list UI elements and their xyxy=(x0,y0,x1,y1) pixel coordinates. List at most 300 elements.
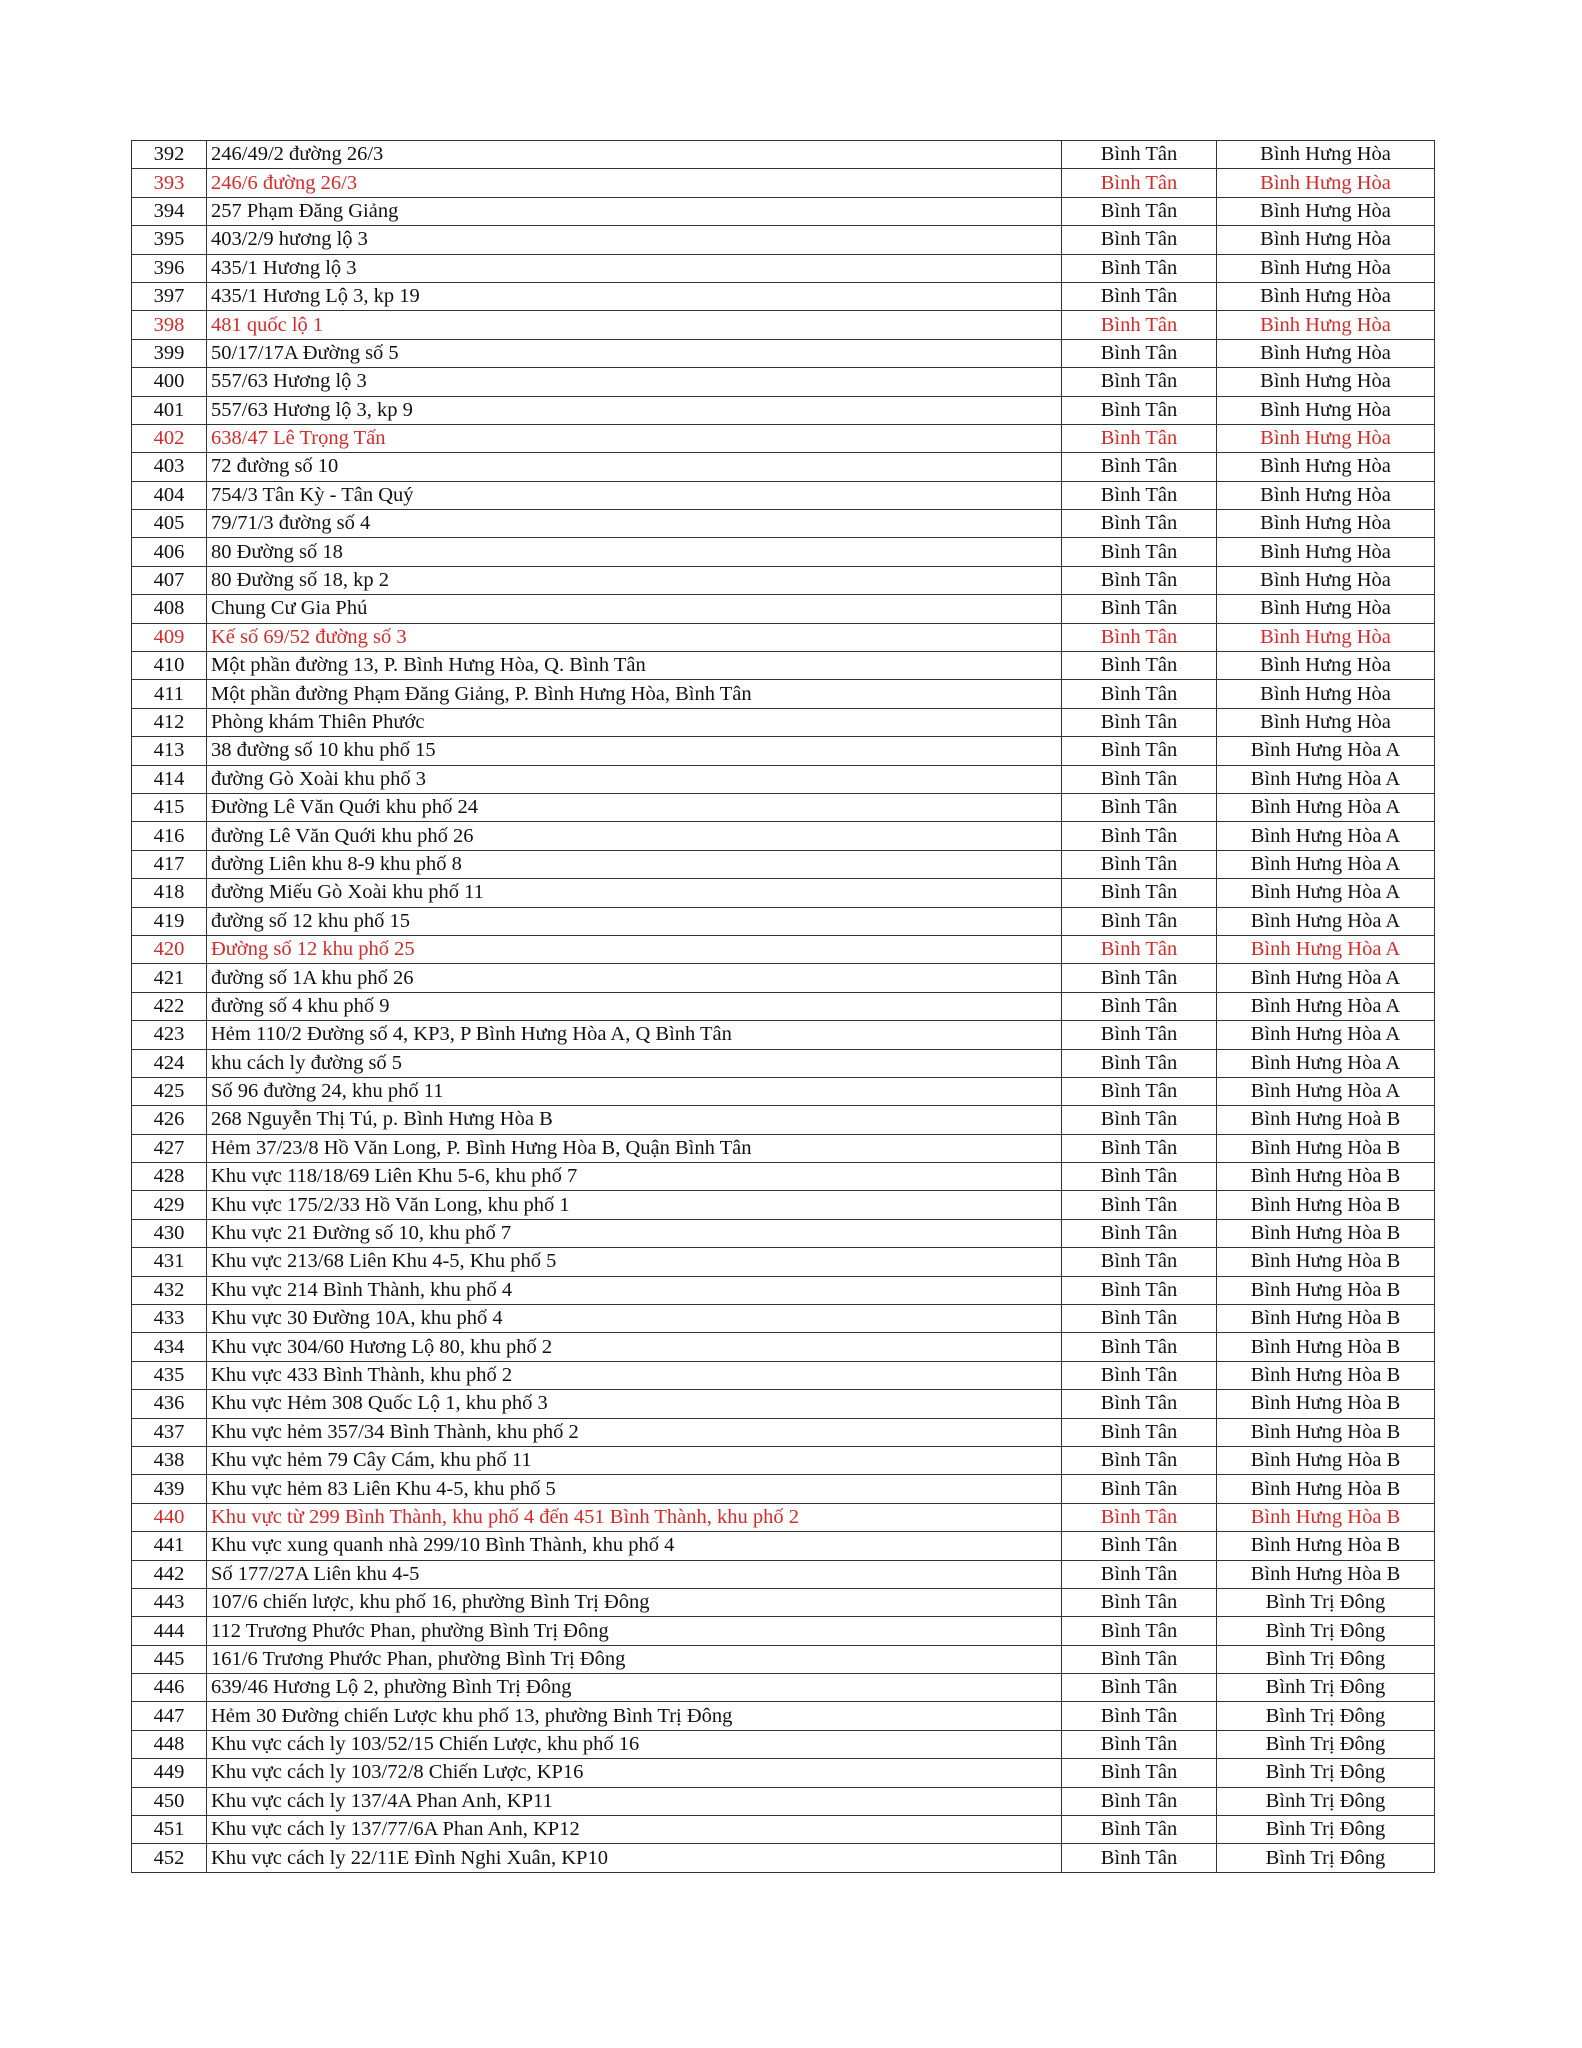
address-cell: Khu vực cách ly 103/52/15 Chiến Lược, khu phố 16 xyxy=(207,1730,1062,1758)
table-row xyxy=(132,1645,1435,1673)
ward-cell: Bình Trị Đông xyxy=(1217,1674,1435,1702)
table-row xyxy=(132,141,1435,169)
ward-cell: Bình Hưng Hòa A xyxy=(1217,1021,1435,1049)
ward-cell: Bình Hưng Hòa A xyxy=(1217,737,1435,765)
row-number-cell: 440 xyxy=(132,1503,207,1531)
district-cell: Bình Tân xyxy=(1062,1333,1217,1361)
ward-cell: Bình Trị Đông xyxy=(1217,1617,1435,1645)
ward-cell: Bình Hưng Hòa xyxy=(1217,368,1435,396)
address-cell: đường Miếu Gò Xoài khu phố 11 xyxy=(207,879,1062,907)
ward-cell: Bình Hưng Hòa B xyxy=(1217,1418,1435,1446)
row-number-cell: 416 xyxy=(132,822,207,850)
ward-cell: Bình Hưng Hòa B xyxy=(1217,1333,1435,1361)
row-number-cell: 439 xyxy=(132,1475,207,1503)
address-cell: Khu vực hẻm 79 Cây Cám, khu phố 11 xyxy=(207,1446,1062,1474)
address-cell: 268 Nguyễn Thị Tú, p. Bình Hưng Hòa B xyxy=(207,1106,1062,1134)
address-cell: Khu vực 213/68 Liên Khu 4-5, Khu phố 5 xyxy=(207,1248,1062,1276)
ward-cell: Bình Hưng Hòa xyxy=(1217,708,1435,736)
table-row xyxy=(132,992,1435,1020)
ward-cell: Bình Hưng Hòa xyxy=(1217,424,1435,452)
address-cell: 435/1 Hương lộ 3 xyxy=(207,254,1062,282)
ward-cell: Bình Hưng Hòa A xyxy=(1217,1049,1435,1077)
table-row xyxy=(132,1134,1435,1162)
row-number-cell: 444 xyxy=(132,1617,207,1645)
address-cell: đường số 4 khu phố 9 xyxy=(207,992,1062,1020)
table-row xyxy=(132,879,1435,907)
ward-cell: Bình Hưng Hoà B xyxy=(1217,1106,1435,1134)
table-row xyxy=(132,1333,1435,1361)
ward-cell: Bình Trị Đông xyxy=(1217,1844,1435,1872)
district-cell: Bình Tân xyxy=(1062,1446,1217,1474)
district-cell: Bình Tân xyxy=(1062,453,1217,481)
ward-cell: Bình Hưng Hòa B xyxy=(1217,1305,1435,1333)
ward-cell: Bình Hưng Hòa B xyxy=(1217,1134,1435,1162)
table-row xyxy=(132,1305,1435,1333)
row-number-cell: 397 xyxy=(132,282,207,310)
row-number-cell: 446 xyxy=(132,1674,207,1702)
table-row xyxy=(132,822,1435,850)
address-cell: Khu vực xung quanh nhà 299/10 Bình Thành, khu phố 4 xyxy=(207,1532,1062,1560)
district-cell: Bình Tân xyxy=(1062,396,1217,424)
ward-cell: Bình Hưng Hòa xyxy=(1217,680,1435,708)
table-row xyxy=(132,1730,1435,1758)
row-number-cell: 431 xyxy=(132,1248,207,1276)
address-cell: đường số 1A khu phố 26 xyxy=(207,964,1062,992)
row-number-cell: 420 xyxy=(132,935,207,963)
table-row xyxy=(132,1787,1435,1815)
table-row xyxy=(132,1390,1435,1418)
ward-cell: Bình Hưng Hòa A xyxy=(1217,992,1435,1020)
ward-cell: Bình Hưng Hòa A xyxy=(1217,765,1435,793)
address-cell: 161/6 Trương Phước Phan, phường Bình Trị Đông xyxy=(207,1645,1062,1673)
table-row xyxy=(132,481,1435,509)
district-cell: Bình Tân xyxy=(1062,1503,1217,1531)
table-row xyxy=(132,396,1435,424)
row-number-cell: 395 xyxy=(132,226,207,254)
district-cell: Bình Tân xyxy=(1062,708,1217,736)
table-row xyxy=(132,595,1435,623)
ward-cell: Bình Hưng Hòa B xyxy=(1217,1191,1435,1219)
ward-cell: Bình Hưng Hòa B xyxy=(1217,1276,1435,1304)
district-cell: Bình Tân xyxy=(1062,339,1217,367)
address-cell: đường Gò Xoài khu phố 3 xyxy=(207,765,1062,793)
district-cell: Bình Tân xyxy=(1062,1560,1217,1588)
table-row xyxy=(132,708,1435,736)
table-row xyxy=(132,850,1435,878)
address-cell: Khu vực hẻm 357/34 Bình Thành, khu phố 2 xyxy=(207,1418,1062,1446)
row-number-cell: 417 xyxy=(132,850,207,878)
district-cell: Bình Tân xyxy=(1062,623,1217,651)
row-number-cell: 425 xyxy=(132,1077,207,1105)
ward-cell: Bình Hưng Hòa B xyxy=(1217,1219,1435,1247)
ward-cell: Bình Trị Đông xyxy=(1217,1645,1435,1673)
address-cell: 112 Trương Phước Phan, phường Bình Trị Đông xyxy=(207,1617,1062,1645)
address-cell: Kế số 69/52 đường số 3 xyxy=(207,623,1062,651)
address-cell: 257 Phạm Đăng Giảng xyxy=(207,197,1062,225)
district-cell: Bình Tân xyxy=(1062,935,1217,963)
district-cell: Bình Tân xyxy=(1062,311,1217,339)
quarantine-address-table xyxy=(131,140,1435,1873)
ward-cell: Bình Hưng Hòa A xyxy=(1217,793,1435,821)
district-cell: Bình Tân xyxy=(1062,822,1217,850)
address-cell: Khu vực Hẻm 308 Quốc Lộ 1, khu phố 3 xyxy=(207,1390,1062,1418)
row-number-cell: 438 xyxy=(132,1446,207,1474)
row-number-cell: 399 xyxy=(132,339,207,367)
address-cell: 754/3 Tân Kỳ - Tân Quý xyxy=(207,481,1062,509)
ward-cell: Bình Hưng Hòa B xyxy=(1217,1532,1435,1560)
district-cell: Bình Tân xyxy=(1062,481,1217,509)
ward-cell: Bình Hưng Hòa B xyxy=(1217,1248,1435,1276)
table-row xyxy=(132,1191,1435,1219)
ward-cell: Bình Hưng Hòa A xyxy=(1217,850,1435,878)
district-cell: Bình Tân xyxy=(1062,1759,1217,1787)
address-cell: 38 đường số 10 khu phố 15 xyxy=(207,737,1062,765)
ward-cell: Bình Hưng Hòa xyxy=(1217,623,1435,651)
address-cell: Một phần đường 13, P. Bình Hưng Hòa, Q. Bình Tân xyxy=(207,652,1062,680)
row-number-cell: 418 xyxy=(132,879,207,907)
address-cell: 50/17/17A Đường số 5 xyxy=(207,339,1062,367)
ward-cell: Bình Hưng Hòa xyxy=(1217,652,1435,680)
ward-cell: Bình Trị Đông xyxy=(1217,1702,1435,1730)
district-cell: Bình Tân xyxy=(1062,595,1217,623)
row-number-cell: 432 xyxy=(132,1276,207,1304)
table-row xyxy=(132,1759,1435,1787)
table-row xyxy=(132,1560,1435,1588)
row-number-cell: 403 xyxy=(132,453,207,481)
district-cell: Bình Tân xyxy=(1062,652,1217,680)
district-cell: Bình Tân xyxy=(1062,368,1217,396)
table-row xyxy=(132,510,1435,538)
row-number-cell: 410 xyxy=(132,652,207,680)
district-cell: Bình Tân xyxy=(1062,907,1217,935)
address-cell: Khu vực 175/2/33 Hồ Văn Long, khu phố 1 xyxy=(207,1191,1062,1219)
table-row xyxy=(132,1475,1435,1503)
district-cell: Bình Tân xyxy=(1062,1305,1217,1333)
ward-cell: Bình Hưng Hòa xyxy=(1217,453,1435,481)
address-cell: đường số 12 khu phố 15 xyxy=(207,907,1062,935)
table-row xyxy=(132,226,1435,254)
district-cell: Bình Tân xyxy=(1062,1219,1217,1247)
row-number-cell: 413 xyxy=(132,737,207,765)
table-row xyxy=(132,935,1435,963)
district-cell: Bình Tân xyxy=(1062,1021,1217,1049)
ward-cell: Bình Hưng Hòa A xyxy=(1217,907,1435,935)
row-number-cell: 396 xyxy=(132,254,207,282)
district-cell: Bình Tân xyxy=(1062,1730,1217,1758)
row-number-cell: 394 xyxy=(132,197,207,225)
table-row xyxy=(132,1021,1435,1049)
ward-cell: Bình Hưng Hòa xyxy=(1217,311,1435,339)
row-number-cell: 437 xyxy=(132,1418,207,1446)
district-cell: Bình Tân xyxy=(1062,1645,1217,1673)
district-cell: Bình Tân xyxy=(1062,141,1217,169)
table-row xyxy=(132,1276,1435,1304)
ward-cell: Bình Hưng Hòa B xyxy=(1217,1560,1435,1588)
ward-cell: Bình Hưng Hòa xyxy=(1217,538,1435,566)
ward-cell: Bình Hưng Hòa xyxy=(1217,566,1435,594)
address-cell: Số 177/27A Liên khu 4-5 xyxy=(207,1560,1062,1588)
ward-cell: Bình Hưng Hòa A xyxy=(1217,964,1435,992)
district-cell: Bình Tân xyxy=(1062,1702,1217,1730)
address-cell: Hẻm 37/23/8 Hồ Văn Long, P. Bình Hưng Hòa B, Quận Bình Tân xyxy=(207,1134,1062,1162)
row-number-cell: 404 xyxy=(132,481,207,509)
ward-cell: Bình Hưng Hòa xyxy=(1217,481,1435,509)
table-body xyxy=(132,141,1435,1873)
address-cell: 481 quốc lộ 1 xyxy=(207,311,1062,339)
address-cell: Khu vực 214 Bình Thành, khu phố 4 xyxy=(207,1276,1062,1304)
address-cell: 80 Đường số 18 xyxy=(207,538,1062,566)
district-cell: Bình Tân xyxy=(1062,566,1217,594)
table-row xyxy=(132,623,1435,651)
ward-cell: Bình Hưng Hòa xyxy=(1217,595,1435,623)
district-cell: Bình Tân xyxy=(1062,992,1217,1020)
district-cell: Bình Tân xyxy=(1062,850,1217,878)
table-row xyxy=(132,1361,1435,1389)
district-cell: Bình Tân xyxy=(1062,793,1217,821)
row-number-cell: 435 xyxy=(132,1361,207,1389)
address-cell: 79/71/3 đường số 4 xyxy=(207,510,1062,538)
address-cell: 557/63 Hương lộ 3 xyxy=(207,368,1062,396)
table-row xyxy=(132,1248,1435,1276)
district-cell: Bình Tân xyxy=(1062,1191,1217,1219)
address-cell: khu cách ly đường số 5 xyxy=(207,1049,1062,1077)
ward-cell: Bình Hưng Hòa xyxy=(1217,197,1435,225)
address-cell: Đường số 12 khu phố 25 xyxy=(207,935,1062,963)
district-cell: Bình Tân xyxy=(1062,510,1217,538)
table-row xyxy=(132,1674,1435,1702)
table-row xyxy=(132,169,1435,197)
address-cell: Đường Lê Văn Quới khu phố 24 xyxy=(207,793,1062,821)
address-cell: 246/6 đường 26/3 xyxy=(207,169,1062,197)
table-row xyxy=(132,964,1435,992)
row-number-cell: 445 xyxy=(132,1645,207,1673)
district-cell: Bình Tân xyxy=(1062,1106,1217,1134)
district-cell: Bình Tân xyxy=(1062,226,1217,254)
row-number-cell: 424 xyxy=(132,1049,207,1077)
table-row xyxy=(132,1077,1435,1105)
ward-cell: Bình Hưng Hòa xyxy=(1217,226,1435,254)
row-number-cell: 421 xyxy=(132,964,207,992)
table-row xyxy=(132,197,1435,225)
table-row xyxy=(132,1446,1435,1474)
row-number-cell: 429 xyxy=(132,1191,207,1219)
district-cell: Bình Tân xyxy=(1062,1077,1217,1105)
ward-cell: Bình Hưng Hòa A xyxy=(1217,879,1435,907)
address-cell: Khu vực cách ly 137/4A Phan Anh, KP11 xyxy=(207,1787,1062,1815)
row-number-cell: 409 xyxy=(132,623,207,651)
address-cell: Khu vực cách ly 137/77/6A Phan Anh, KP12 xyxy=(207,1816,1062,1844)
district-cell: Bình Tân xyxy=(1062,282,1217,310)
address-cell: Khu vực 118/18/69 Liên Khu 5-6, khu phố 7 xyxy=(207,1163,1062,1191)
table-row xyxy=(132,1617,1435,1645)
table-row xyxy=(132,311,1435,339)
row-number-cell: 415 xyxy=(132,793,207,821)
row-number-cell: 422 xyxy=(132,992,207,1020)
address-cell: Một phần đường Phạm Đăng Giảng, P. Bình Hưng Hòa, Bình Tân xyxy=(207,680,1062,708)
row-number-cell: 412 xyxy=(132,708,207,736)
table-row xyxy=(132,1503,1435,1531)
district-cell: Bình Tân xyxy=(1062,765,1217,793)
address-cell: Khu vực 433 Bình Thành, khu phố 2 xyxy=(207,1361,1062,1389)
ward-cell: Bình Hưng Hòa xyxy=(1217,510,1435,538)
address-cell: 80 Đường số 18, kp 2 xyxy=(207,566,1062,594)
address-cell: Hẻm 110/2 Đường số 4, KP3, P Bình Hưng Hòa A, Q Bình Tân xyxy=(207,1021,1062,1049)
district-cell: Bình Tân xyxy=(1062,1844,1217,1872)
row-number-cell: 393 xyxy=(132,169,207,197)
district-cell: Bình Tân xyxy=(1062,879,1217,907)
table-row xyxy=(132,1816,1435,1844)
address-cell: 639/46 Hương Lộ 2, phường Bình Trị Đông xyxy=(207,1674,1062,1702)
ward-cell: Bình Hưng Hòa xyxy=(1217,141,1435,169)
table-row xyxy=(132,1588,1435,1616)
district-cell: Bình Tân xyxy=(1062,1787,1217,1815)
table-row xyxy=(132,453,1435,481)
address-cell: 557/63 Hương lộ 3, kp 9 xyxy=(207,396,1062,424)
address-cell: Khu vực từ 299 Bình Thành, khu phố 4 đến 451 Bình Thành, khu phố 2 xyxy=(207,1503,1062,1531)
table-row xyxy=(132,1106,1435,1134)
row-number-cell: 419 xyxy=(132,907,207,935)
table-row xyxy=(132,254,1435,282)
ward-cell: Bình Hưng Hòa A xyxy=(1217,822,1435,850)
address-cell: đường Lê Văn Quới khu phố 26 xyxy=(207,822,1062,850)
address-cell: Khu vực cách ly 22/11E Đình Nghi Xuân, KP10 xyxy=(207,1844,1062,1872)
row-number-cell: 448 xyxy=(132,1730,207,1758)
table-row xyxy=(132,652,1435,680)
district-cell: Bình Tân xyxy=(1062,1588,1217,1616)
table-row xyxy=(132,424,1435,452)
table-row xyxy=(132,1418,1435,1446)
row-number-cell: 406 xyxy=(132,538,207,566)
row-number-cell: 427 xyxy=(132,1134,207,1162)
district-cell: Bình Tân xyxy=(1062,1361,1217,1389)
row-number-cell: 451 xyxy=(132,1816,207,1844)
ward-cell: Bình Trị Đông xyxy=(1217,1759,1435,1787)
row-number-cell: 426 xyxy=(132,1106,207,1134)
district-cell: Bình Tân xyxy=(1062,1674,1217,1702)
address-cell: 435/1 Hương Lộ 3, kp 19 xyxy=(207,282,1062,310)
district-cell: Bình Tân xyxy=(1062,1475,1217,1503)
ward-cell: Bình Hưng Hòa A xyxy=(1217,935,1435,963)
address-cell: Khu vực 21 Đường số 10, khu phố 7 xyxy=(207,1219,1062,1247)
district-cell: Bình Tân xyxy=(1062,737,1217,765)
row-number-cell: 398 xyxy=(132,311,207,339)
address-cell: 246/49/2 đường 26/3 xyxy=(207,141,1062,169)
row-number-cell: 452 xyxy=(132,1844,207,1872)
district-cell: Bình Tân xyxy=(1062,254,1217,282)
row-number-cell: 405 xyxy=(132,510,207,538)
row-number-cell: 401 xyxy=(132,396,207,424)
district-cell: Bình Tân xyxy=(1062,1248,1217,1276)
district-cell: Bình Tân xyxy=(1062,538,1217,566)
table-row xyxy=(132,907,1435,935)
ward-cell: Bình Hưng Hòa B xyxy=(1217,1475,1435,1503)
district-cell: Bình Tân xyxy=(1062,1049,1217,1077)
district-cell: Bình Tân xyxy=(1062,1390,1217,1418)
ward-cell: Bình Hưng Hòa B xyxy=(1217,1390,1435,1418)
ward-cell: Bình Hưng Hòa A xyxy=(1217,1077,1435,1105)
district-cell: Bình Tân xyxy=(1062,1134,1217,1162)
address-cell: Khu vực 30 Đường 10A, khu phố 4 xyxy=(207,1305,1062,1333)
table-row xyxy=(132,538,1435,566)
address-cell: Chung Cư Gia Phú xyxy=(207,595,1062,623)
table-row xyxy=(132,1163,1435,1191)
row-number-cell: 411 xyxy=(132,680,207,708)
ward-cell: Bình Hưng Hòa xyxy=(1217,254,1435,282)
ward-cell: Bình Hưng Hòa xyxy=(1217,339,1435,367)
table-row xyxy=(132,339,1435,367)
ward-cell: Bình Trị Đông xyxy=(1217,1730,1435,1758)
address-cell: Hẻm 30 Đường chiến Lược khu phố 13, phường Bình Trị Đông xyxy=(207,1702,1062,1730)
district-cell: Bình Tân xyxy=(1062,424,1217,452)
address-cell: Phòng khám Thiên Phước xyxy=(207,708,1062,736)
table-row xyxy=(132,1844,1435,1872)
row-number-cell: 430 xyxy=(132,1219,207,1247)
table-row xyxy=(132,680,1435,708)
district-cell: Bình Tân xyxy=(1062,964,1217,992)
row-number-cell: 428 xyxy=(132,1163,207,1191)
ward-cell: Bình Hưng Hòa xyxy=(1217,396,1435,424)
address-cell: 107/6 chiến lược, khu phố 16, phường Bình Trị Đông xyxy=(207,1588,1062,1616)
district-cell: Bình Tân xyxy=(1062,1276,1217,1304)
table-row xyxy=(132,1532,1435,1560)
district-cell: Bình Tân xyxy=(1062,1532,1217,1560)
district-cell: Bình Tân xyxy=(1062,1418,1217,1446)
ward-cell: Bình Trị Đông xyxy=(1217,1588,1435,1616)
address-cell: đường Liên khu 8-9 khu phố 8 xyxy=(207,850,1062,878)
ward-cell: Bình Hưng Hòa B xyxy=(1217,1163,1435,1191)
row-number-cell: 423 xyxy=(132,1021,207,1049)
table-row xyxy=(132,282,1435,310)
address-cell: 403/2/9 hương lộ 3 xyxy=(207,226,1062,254)
row-number-cell: 449 xyxy=(132,1759,207,1787)
row-number-cell: 414 xyxy=(132,765,207,793)
row-number-cell: 434 xyxy=(132,1333,207,1361)
ward-cell: Bình Hưng Hòa B xyxy=(1217,1503,1435,1531)
table-row xyxy=(132,793,1435,821)
row-number-cell: 408 xyxy=(132,595,207,623)
row-number-cell: 443 xyxy=(132,1588,207,1616)
table-row xyxy=(132,1049,1435,1077)
row-number-cell: 442 xyxy=(132,1560,207,1588)
row-number-cell: 450 xyxy=(132,1787,207,1815)
address-cell: Khu vực hẻm 83 Liên Khu 4-5, khu phố 5 xyxy=(207,1475,1062,1503)
ward-cell: Bình Trị Đông xyxy=(1217,1787,1435,1815)
row-number-cell: 407 xyxy=(132,566,207,594)
row-number-cell: 392 xyxy=(132,141,207,169)
row-number-cell: 441 xyxy=(132,1532,207,1560)
table-row xyxy=(132,1702,1435,1730)
table-row xyxy=(132,368,1435,396)
district-cell: Bình Tân xyxy=(1062,1816,1217,1844)
row-number-cell: 433 xyxy=(132,1305,207,1333)
district-cell: Bình Tân xyxy=(1062,1163,1217,1191)
ward-cell: Bình Trị Đông xyxy=(1217,1816,1435,1844)
table-row xyxy=(132,737,1435,765)
row-number-cell: 402 xyxy=(132,424,207,452)
ward-cell: Bình Hưng Hòa B xyxy=(1217,1446,1435,1474)
ward-cell: Bình Hưng Hòa xyxy=(1217,169,1435,197)
address-cell: Số 96 đường 24, khu phố 11 xyxy=(207,1077,1062,1105)
address-cell: Khu vực cách ly 103/72/8 Chiến Lược, KP16 xyxy=(207,1759,1062,1787)
district-cell: Bình Tân xyxy=(1062,197,1217,225)
district-cell: Bình Tân xyxy=(1062,1617,1217,1645)
table-row xyxy=(132,566,1435,594)
row-number-cell: 400 xyxy=(132,368,207,396)
address-cell: 72 đường số 10 xyxy=(207,453,1062,481)
row-number-cell: 447 xyxy=(132,1702,207,1730)
address-cell: Khu vực 304/60 Hương Lộ 80, khu phố 2 xyxy=(207,1333,1062,1361)
ward-cell: Bình Hưng Hòa B xyxy=(1217,1361,1435,1389)
